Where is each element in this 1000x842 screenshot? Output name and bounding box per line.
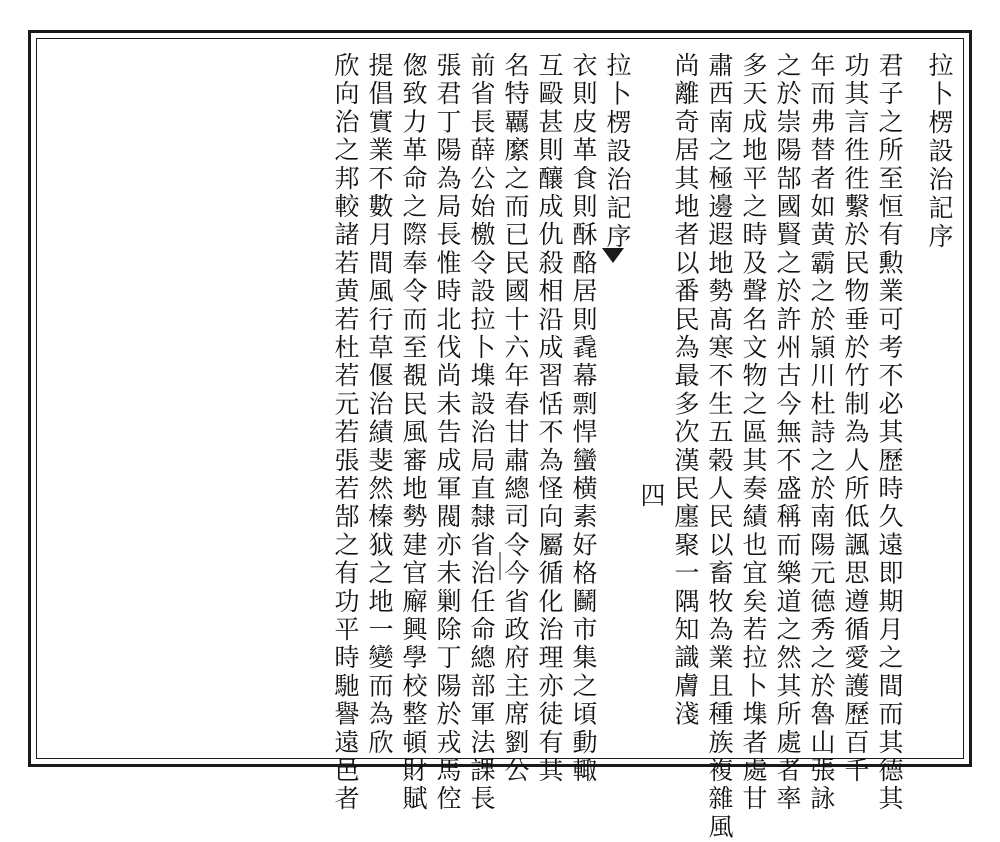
page-number: 四 xyxy=(637,482,666,511)
text-column-4: 之於崇陽郜國賢之於許州古今無不盛稱而樂道之然其所處者率 xyxy=(773,52,802,814)
text-column-1: 君子之所至恒有勲業可考不必其歷時久遠即期月之間而其德其 xyxy=(875,52,904,814)
text-column-11: 前省長薛公始檄令設拉卜㙫設治局直隸省治任命總部軍法課長 xyxy=(467,52,496,814)
vertical-text-body xyxy=(48,52,954,842)
text-column-6: 肅西南之極邊遐地勢髙寒不生五榖人民以畜牧為業且種族複雜風 xyxy=(705,52,734,842)
page-number-column xyxy=(630,52,664,747)
text-column-15: 欣向治之邦較諸若黄若杜若元若張若郜之有功平時馳譽遠邑者 xyxy=(331,52,360,814)
text-column-12: 張君丁陽為局長惟時北伐尚未告成軍閥亦未剿除丁陽於戎馬倥 xyxy=(433,52,462,814)
text-column-10: 名特覊縻之而已民國十六年春甘肅總司令今省政府主席劉公 xyxy=(501,52,530,786)
fishtail-ornament-icon xyxy=(602,248,624,263)
text-column-2: 功其言徃徃繫於民物垂於竹制為人所低諷思遵循愛護歷百千 xyxy=(841,52,870,786)
text-column-5: 多天成地平之時及聲名文物之區其奏績也宜矣若拉卜㙫者處甘 xyxy=(739,52,768,814)
document-title: 拉卜楞設治記序 xyxy=(925,52,954,252)
text-column-9: 互毆甚則釀成仇殺相沿成習恬不為怪向屬循化治理亦徒有其 xyxy=(535,52,564,786)
text-column-3: 年而弗替者如黄霸之於頴川杜詩之於南陽元德秀之於魯山張詠 xyxy=(807,52,836,814)
running-head-label: 拉卜楞設治記序 xyxy=(603,52,632,252)
page-number-rule xyxy=(500,552,501,580)
text-column-13: 偬致力革命之際奉令而至覩民風審地勢建官廨興學校整頓財賦 xyxy=(399,52,428,814)
text-column-8: 衣則皮革食則酥酪居則毳幕剽悍蠻横素好格鬭市集之頃動輙 xyxy=(569,52,598,786)
text-column-7: 尚離奇居其地者以番民為最多次漢民廛聚一隅知識膚淺 xyxy=(671,52,700,729)
running-head-column xyxy=(596,52,630,747)
text-column-14: 提倡實業不數月間風行草偃治績斐然榛狘之地一變而為欣 xyxy=(365,52,394,757)
